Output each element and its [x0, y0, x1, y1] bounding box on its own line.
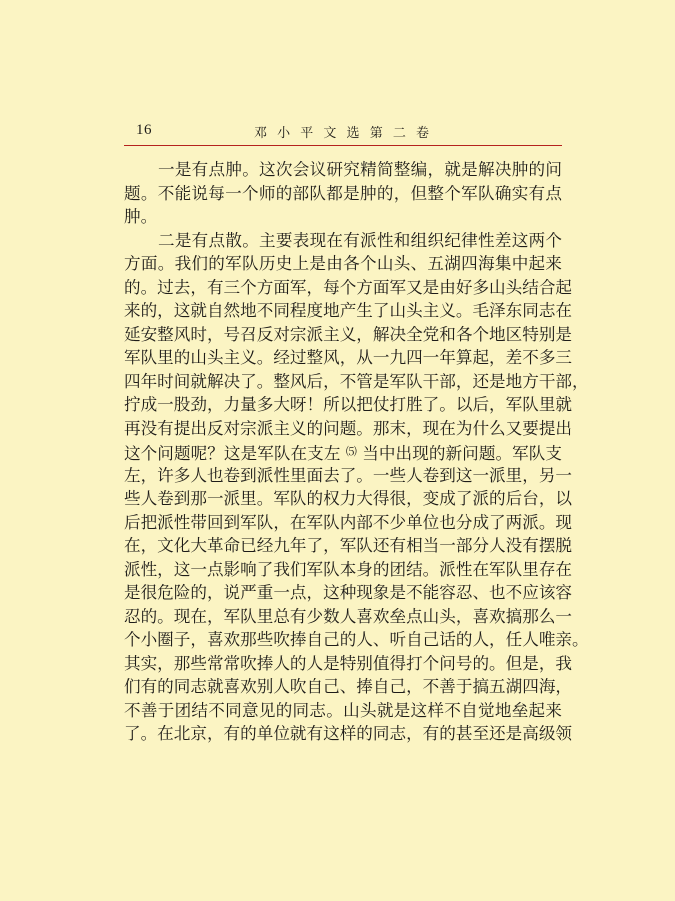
text-line: 在，文化大革命已经九年了，军队还有相当一部分人没有摆脱 — [124, 536, 573, 555]
text-line: 们有的同志就喜欢别人吹自己、捧自己，不善于搞五湖四海， — [124, 677, 573, 696]
text-line: 其实，那些常常吹捧人的人是特别值得打个问号的。但是，我 — [124, 653, 573, 673]
text-line: 肿。 — [124, 207, 158, 226]
text-line: 二是有点散。主要表现在有派性和组织纪律性差这两个 — [158, 230, 562, 250]
text-line: 的。过去，有三个方面军，每个方面军又是由好多山头结合起 — [124, 277, 573, 297]
text-line: 了。在北京，有的单位就有这样的同志，有的甚至还是高级领 — [124, 724, 573, 743]
text-line: 忍的。现在，军队里总有少数人喜欢垒点山头，喜欢搞那么一 — [124, 606, 573, 626]
text-line: 不善于团结不同意见的同志。山头就是这样不自觉地垒起来 — [124, 700, 562, 720]
page-number: 16 — [136, 122, 152, 138]
note-reference[interactable]: ⑸ — [345, 445, 357, 458]
running-title: 邓 小 平 文 选 第 二 卷 — [254, 126, 432, 141]
text-line: 四年时间就解决了。整风后，不管是军队干部，还是地方干部， — [124, 371, 589, 391]
text-line: 后把派性带回到军队，在军队内部不少单位也分成了两派。现 — [124, 512, 573, 532]
text-line-part: 这个问题呢？这是军队在支左 — [124, 444, 341, 463]
text-line-with-note — [124, 440, 562, 464]
text-line: 左，许多人也卷到派性里面去了。一些人卷到这一派里，另一 — [124, 465, 573, 485]
text-line: 再没有提出反对宗派主义的问题。那末，现在为什么又要提出 — [124, 418, 573, 438]
text-line: 拧成一股劲，力量多大呀！所以把仗打胜了。以后，军队里就 — [124, 395, 573, 414]
text-line: 些人卷到那一派里。军队的权力大得很，变成了派的后台，以 — [124, 489, 573, 508]
text-line-part: 当中出现的新问题。军队支 — [362, 444, 563, 463]
text-line: 来的，这就自然地不同程度地产生了山头主义。毛泽东同志在 — [124, 301, 573, 320]
text-line: 军队里的山头主义。经过整风，从一九四一年算起，差不多三 — [124, 348, 573, 367]
text-line: 派性，这一点影响了我们军队本身的团结。派性在军队里存在 — [124, 559, 573, 579]
text-line: 一是有点肿。这次会议研究精简整编，就是解决肿的问 — [158, 160, 562, 179]
text-line: 延安整风时，号召反对宗派主义，解决全党和各个地区特别是 — [124, 324, 573, 344]
text-line: 是很危险的，说严重一点，这种现象是不能容忍、也不应该容 — [124, 583, 573, 602]
header-rule — [124, 145, 562, 146]
body-text — [124, 158, 589, 746]
text-line: 方面。我们的军队历史上是由各个山头、五湖四海集中起来 — [124, 254, 562, 273]
text-line: 个小圈子，喜欢那些吹捧自己的人、听自己话的人，任人唯亲。 — [124, 630, 589, 649]
page-header — [124, 120, 562, 142]
text-line: 题。不能说每一个师的部队都是肿的，但整个军队确实有点 — [124, 183, 562, 203]
